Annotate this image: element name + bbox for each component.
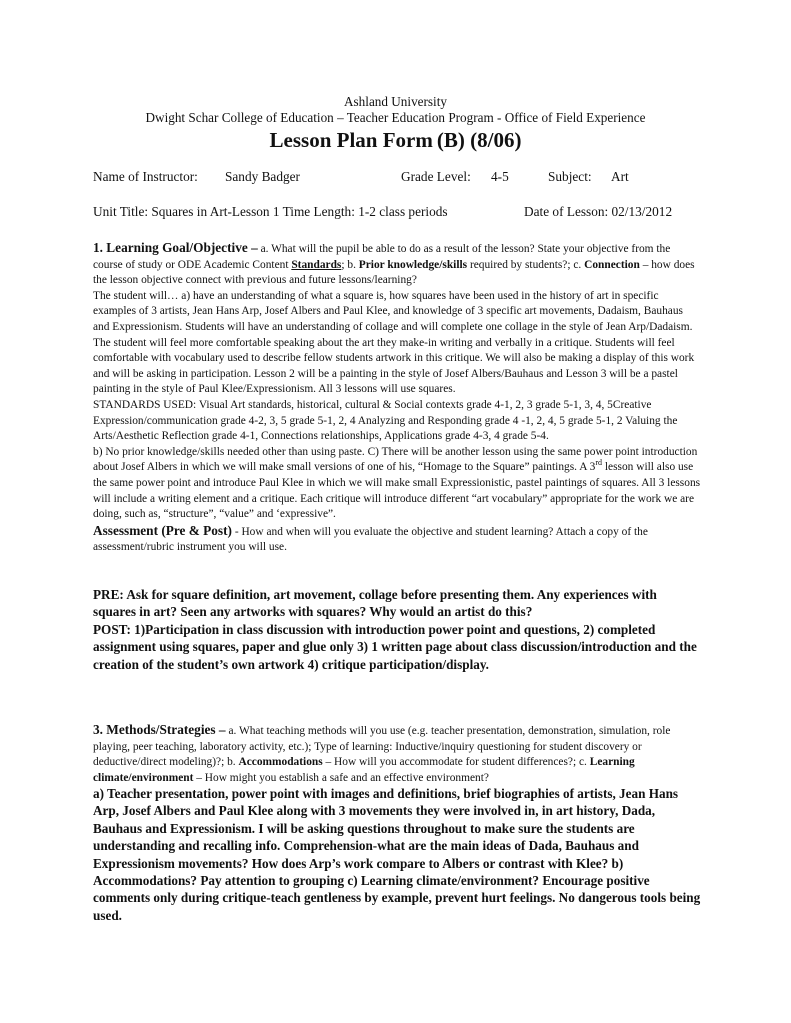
accommodations-label: Accommodations	[238, 756, 323, 769]
section1-prompt: 1. Learning Goal/Objective – a. What will the pupil be able to do as a result of the lesson? State your objective from the course of study or ODE Academic Content Standards; b. Prior knowledge/skills required by students?; c. Connection – how does the lesson objective connect with previous and future lessons/learning?	[93, 240, 695, 287]
connection-label: Connection	[584, 258, 640, 271]
instructor-value: Sandy Badger	[225, 169, 300, 184]
assessment-answers	[93, 586, 703, 673]
instructor-label: Name of Instructor:	[93, 169, 198, 184]
grade-label: Grade Level:	[401, 169, 471, 184]
assessment-prompt: Assessment (Pre & Post) - How and when will you evaluate the objective and student learning? Attach a copy of the assessment/rubric instrument you will use.	[93, 522, 648, 554]
objective-text: The student will… a) have an understanding of what a square is, how squares have been used in the history of art in specific examples of 3 artists, Jean Hans Arp, Josef Albers and Paul Klee, and knowledge of 3 specific art movements, Dadaism, Bauhaus and Expressionism. Students will have an understanding of collage and will complete one collage in the style of Jean Arp/Dadaism. The student will feel more comfortable speaking about the art they make-in writing and verbally in a critique. Students will feel comfortable with vocabulary used to describe fellow students artwork in this critique. We will also be making a display of this work and will be asking in participation. Lesson 2 will be a painting in the style of Josef Albers/Bauhaus and Lesson 3 will be a pastel painting in the style of Paul Klee/Expressionism. All 3 lessons will use squares.	[93, 289, 695, 396]
section-methods	[93, 722, 701, 786]
subject-value: Art	[611, 169, 629, 184]
university-name: Ashland University	[344, 94, 447, 109]
college-name: Dwight Schar College of Education – Teacher Education Program - Office of Field Experience	[145, 110, 646, 125]
section1-heading: 1. Learning Goal/Objective –	[93, 240, 258, 255]
grade-value: 4-5	[491, 169, 509, 184]
prior-knowledge-text: b) No prior knowledge/skills needed other than using paste. C) There will be another lesson using the same power point introduction about Josef Albers in which we will make small versions of one of his, “Homage to the Square” paintings. A 3rd lesson will also use the same power point and introduce Paul Klee in which we will make small Expressionistic, pastel paintings of squares. All 3 lessons will include a writing element and a critique. Each critique will introduce different “art vocabulary” appropriate for the work we are doing, such as, “structure”, “value” and ‘expressive”.	[93, 445, 701, 521]
date-of-lesson: Date of Lesson: 02/13/2012	[524, 204, 673, 219]
post-assessment: POST: 1)Participation in class discussion with introduction power point and questions, 2) completed assignment using squares, paper and glue only 3) 1 written page about class discussion/introduction and the creation of the student’s own artwork 4) critique participation/display.	[93, 621, 697, 672]
section-learning-goal	[93, 240, 701, 556]
form-code: (B) (8/06)	[436, 128, 522, 152]
assessment-heading: Assessment (Pre & Post)	[93, 522, 232, 538]
standards-used-text: STANDARDS USED: Visual Art standards, historical, cultural & Social contexts grade 4-1, 2, 3 grade 5-1, 3, 4, 5Creative Expression/communication grade 4-2, 3, 5 grade 5-1, 2, 4 Analyzing and Responding grade 4 -1, 2, 4, 5 grade 5-1, 2 Valuing the Arts/Aesthetic Reflection grade 4-1, Connections relationships, Applications grade 4-3, 4 grade 5-4.	[93, 398, 678, 443]
section3-heading: 3. Methods/Strategies –	[93, 722, 226, 737]
unit-title-line: Unit Title: Squares in Art-Lesson 1 Time Length: 1-2 class periods	[93, 204, 448, 219]
standards-label: Standards	[291, 258, 342, 271]
learning-climate-label: Learning climate/environment	[93, 756, 635, 784]
methods-answer: a) Teacher presentation, power point with images and definitions, brief biographies of artists, Jean Hans Arp, Josef Albers and Paul Klee along with 3 movements they were involved in, in art history, Dada, Bauhaus and Expressionism. I will be asking questions throughout to make sure the students are understanding and recalling info. Comprehension-what are the main ideas of Dada, Bauhaus and Expressionism movements? How does Arp’s work compare to Albers or contrast with Klee? b) Accommodations? Pay attention to grouping c) Learning climate/environment? Encourage positive comments only during critique-teach gentleness by example, prevent hurt feelings. No dangerous tools being used.	[93, 786, 701, 923]
form-title: Lesson Plan Form	[269, 128, 433, 152]
instructor-line	[93, 169, 198, 185]
prior-knowledge-label: Prior knowledge/skills	[358, 258, 468, 271]
subject-label: Subject:	[548, 169, 592, 184]
pre-assessment: PRE: Ask for square definition, art movement, collage before presenting them. Any experiences with squares in art? Seen any artworks with squares? Why would an artist do this?	[93, 587, 657, 620]
form-title-line	[0, 128, 791, 153]
section3-prompt: 3. Methods/Strategies – a. What teaching methods will you use (e.g. teacher presentation, demonstration, simulation, role playing, peer teaching, laboratory activity, etc.); Type of learning: Inductive/inquiry questioning for student discovery or deductive/direct modeling)?; b. Accommodations – How will you accommodate for student differences?; c. Learning climate/environment – How might you establish a safe and an effective environment?	[93, 722, 671, 784]
